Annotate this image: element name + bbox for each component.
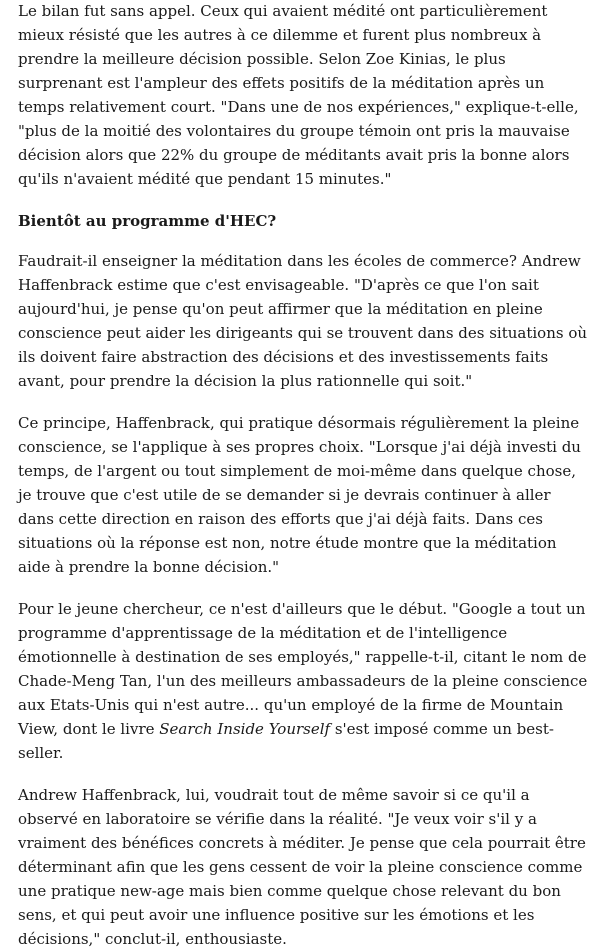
google-text-before: Pour le jeune chercheur, ce n'est d'ailleurs que le début. "Google a tout un programme d'apprentissage de la méditation et de l'intelligence émotionnelle à destination de ses employés," rappelle-t-il, citant le nom de Chade-Meng Tan, l'un des meilleurs ambassadeurs de la pleine conscience aux Etats-Unis qui n'est autre... qu'un employé de la firme de Mountain View, dont le livre <box>18 600 588 738</box>
article-paragraph-principle: Ce principe, Haffenbrack, qui pratique désormais régulièrement la pleine conscience, se l'applique à ses propres choix. "Lorsque j'ai déjà investi du temps, de l'argent ou tout simplement de moi-même dans quelque chose, je trouve que c'est utile de se demander si je devrais continuer à aller dans cette direction en raison des efforts que j'ai déjà faits. Dans ces situations où la réponse est non, notre étude montre que la méditation aide à prendre la bonne décision." <box>18 414 581 576</box>
book-title: Search Inside Yourself <box>159 720 331 738</box>
article-paragraph-business-schools: Faudrait-il enseigner la méditation dans les écoles de commerce? Andrew Haffenbrack estime que c'est envisageable. "D'après ce que l'on sait aujourd'hui, je pense qu'on peut affirmer que la méditation en pleine conscience peut aider les dirigeants qui se trouvent dans des situations où ils doivent faire abstraction des décisions et des investissements faits avant, pour prendre la décision la plus rationnelle qui soit." <box>18 252 588 390</box>
google-text-after: s'est imposé comme un best-seller. <box>18 720 554 762</box>
article-paragraph-results: Le bilan fut sans appel. Ceux qui avaient médité ont particulièrement mieux résisté que les autres à ce dilemme et furent plus nombreux à prendre la meilleure décision possible. Selon Zoe Kinias, le plus surprenant est l'ampleur des effets positifs de la méditation après un temps relativement court. "Dans une de nos expériences," explique-t-elle, "plus de la moitié des volontaires du groupe témoin ont pris la mauvaise décision alors que 22% du groupe de méditants avait pris la bonne alors qu'ils n'avaient médité que pendant 15 minutes." <box>18 2 579 188</box>
article-paragraph-google <box>18 597 589 765</box>
article-paragraph-conclusion: Andrew Haffenbrack, lui, voudrait tout de même savoir si ce qu'il a observé en laboratoire se vérifie dans la réalité. "Je veux voir s'il y a vraiment des bénéfices concrets à méditer. Je pense que cela pourrait être déterminant afin que les gens cessent de voir la pleine conscience comme une pratique new-age mais bien comme quelque chose relevant du bon sens, et qui peut avoir une influence positive sur les émotions et les décisions," conclut-il, enthousiaste. <box>18 786 586 948</box>
section-heading: Bientôt au programme d'HEC? <box>18 212 277 230</box>
